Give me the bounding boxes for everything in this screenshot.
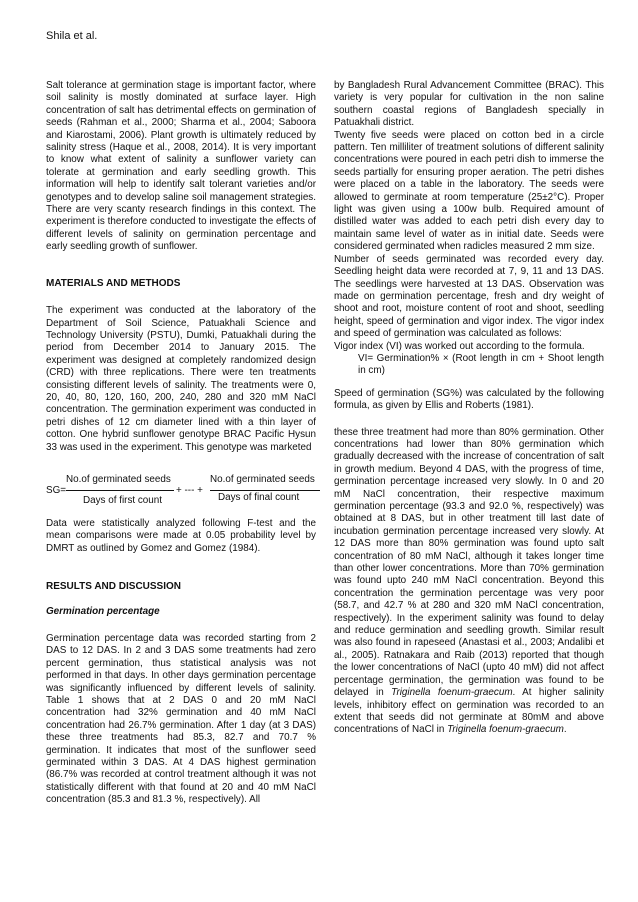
heading-materials-methods: MATERIALS AND METHODS (46, 277, 181, 289)
formula-fraction-bar-1 (66, 490, 174, 491)
discussion-text-end: . (563, 724, 567, 736)
variety-paragraph: by Bangladesh Rural Advancement Committee (BRAC). This variety is very popular for cultivation in the non saline southern coastal regions of Bangladesh specially in Patuakhali district. (334, 80, 604, 129)
procedure-paragraph: Twenty five seeds were placed on cotton bed in a circle pattern. Ten milliliter of treatment solutions of different salinity concentrations were poured in each petri dish to immerse the seeds partially for ensuring proper aeration. The petri dishes were placed on a table in the laboratory. The seeds were allowed to germinate at room temperature (25±2°C). Proper light was given using a 100w bulb. Required amount of distilled water was added to each petri dish every day to maintain same level of water as in initial date. Seeds were considered germinated when radicles measured 2 mm size. (334, 129, 604, 253)
subheading-germination-percentage: Germination percentage (46, 605, 160, 617)
speed-germination-paragraph: Speed of germination (SG%) was calculated by the following formula, as given by Ellis and Roberts (1981). (334, 387, 604, 412)
sg-formula (46, 474, 316, 518)
discussion-text-middle: . At higher salinity levels, inhibitory effect on germination was recorded to an extent that seeds did not germinate at 80mM and above concentrations of NaCl in (334, 687, 604, 736)
results-paragraph: Germination percentage data was recorded starting from 2 DAS to 12 DAS. In 2 and 3 DAS some treatments had zero percent germination, thus statistical analysis was not performed in that days. In other days germination percentage was significantly influenced by different levels of salinity. Table 1 shows that at 2 DAS 0 and 20 mM NaCl concentration had 32% germination and 40 mM NaCl concentration had 26.7% germination. After 1 day (at 3 DAS) these three treatments had 85.3, 82.7 and 70.7 % germination. It indicates that most of the sunflower seed germinated within 3 DAS. At 4 DAS highest germination (86.7% was recorded at control treatment although it was not statistically different with that found at 20 and 40 mM NaCl concentration (85.3 and 81.3 %, respectively). All (46, 633, 316, 806)
formula-lhs: SG= (46, 484, 67, 496)
formula-denominator-2: Days of final count (218, 491, 300, 503)
right-column (334, 80, 604, 737)
heading-results-discussion: RESULTS AND DISCUSSION (46, 581, 182, 593)
methods-paragraph: The experiment was conducted at the laboratory of the Department of Soil Science, Patuakhali Science and Technology University (PSTU), Dumki, Patuakhali during the period from December 2014 to January 2015. The experiment was designed at completely randomized design (CRD) with three replications. There were ten treatments consisting different levels of salinity. The treatments were 0, 20, 40, 80, 120, 160, 200, 240, 280 and 320 mM NaCl concentration. The germination experiment was conducted in petri dishes of 12 cm diameter lined with a thin layer of cotton. One hybrid sunflower genotype BRAC Pacific Hysun 33 was used in the experiment. This genotype was marketed (46, 305, 316, 453)
formula-operator: + --- + (176, 484, 203, 496)
formula-fraction-bar-2 (210, 490, 320, 491)
discussion-text-start: these three treatment had more than 80% germination. Other concentrations had lower than 80% germination which gradually decreased with the increase of concentration of salt in growth medium. Beyond 4 DAS, with the progress of time, germination percentage increased very slowly. In 0 and 20 mM NaCl concentration, their respective maximum germination percentage (93.3 and 92.0 %, respectively) was obtained at 8 DAS, but in other treatment till last date of incubation germination percentage increased very slowly. At 12 DAS more than 80% germination was found upto salt concentration of 80 mM NaCl, although it takes longer time than other lower concentrations. More than 70% germination was found upto 240 mM NaCl concentration. Beyond this concentration the germination percentage was very poor (58.7, and 42.7 % at 280 and 320 mM NaCl concentration, respectively). In the experiment salinity was found to delay and reduce germination and seedling growth. Similar result was also found in rapeseed (Anastasi et al., 2003; Andalibi et al., 2005). Ratnakara and Raib (2013) reported that though the lower concentrations of NaCl (upto 40 mM) did not affect percentage germination, the germination was found to be delayed in (334, 426, 604, 699)
statistics-paragraph: Data were statistically analyzed following F-test and the mean comparisons were made at 0.05 probability level by DMRT as outlined by Gomez and Gomez (1984). (46, 517, 316, 554)
species-name: Triginella foenum-graecum (447, 724, 564, 736)
germination-discussion-paragraph (334, 427, 604, 737)
formula-numerator-2: No.of germinated seeds (210, 473, 315, 485)
left-column (46, 80, 316, 807)
vigor-index-paragraph: Vigor index (VI) was worked out according to the formula. (334, 340, 585, 352)
intro-paragraph: Salt tolerance at germination stage is important factor, where soil salinity is mostly dominated at surface layer. High concentration of salt has detrimental effects on germination of seeds (Rahman et al., 2000; Sharma et al., 2004; Saboora and Kiarostami, 2006). Plant growth is ultimately reduced by salinity stress (Haque et al., 2008, 2014). It is very important to know what extent of salinity a sunflower variety can tolerate at germination and early seedling growth. This information will help to identify salt tolerant varieties and/or genotypes and to develop saline soil management strategies. There are very scanty research findings in this context. The experiment is therefore conducted to investigate the effects of different levels of salinity on germination percentage and early seedling growth of sunflower. (46, 80, 316, 253)
species-name: Triginella foenum-graecum (391, 687, 513, 699)
formula-denominator-1: Days of first count (83, 494, 163, 506)
running-head: Shila et al. (46, 30, 98, 42)
vigor-index-formula: VI= Germination% × (Root length in cm + Shoot length in cm) (358, 352, 604, 377)
observation-paragraph: Number of seeds germinated was recorded every day. Seedling height data were recorded at 7, 9, 11 and 13 DAS. The seedlings were harvested at 13 DAS. Observation was made on germination percentage, fresh and dry weight of shoot and root, moisture content of root and shoot, seedling height, speed of germination and vigor index. The vigor index and speed of germination was calculated as follows: (334, 253, 604, 340)
formula-numerator-1: No.of germinated seeds (66, 473, 171, 485)
